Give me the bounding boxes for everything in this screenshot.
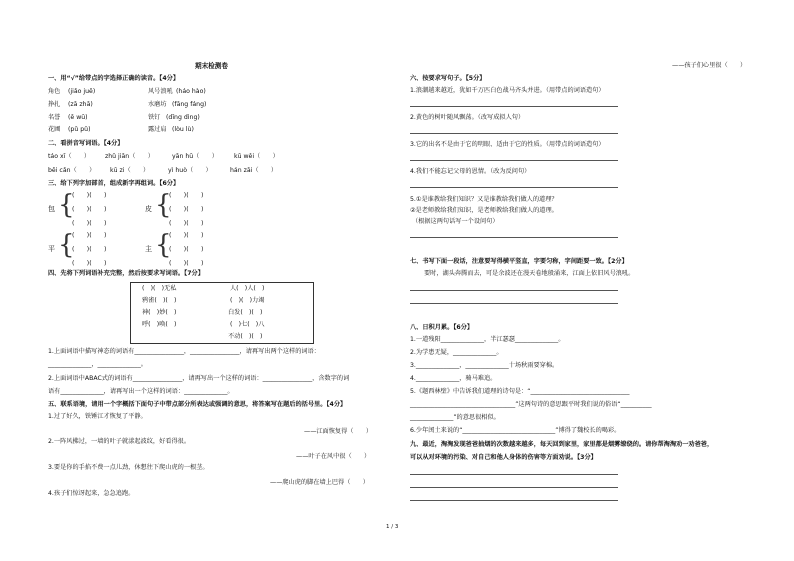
q5-answer: ——爬山虎的脚在墙上巴得（ ） [270,479,369,486]
answer-line[interactable] [410,106,618,107]
brace-icon: { [58,230,75,260]
answer-line[interactable] [410,500,618,501]
q2-item: zhǔ jiān（ ） [105,153,154,160]
q3-blank: ( )( ) [72,260,107,267]
q1-word: 角色 [48,88,61,95]
q2-item: táo xī（ ） [48,153,91,160]
q8-item: 5.《题西林壁》中告诉我们道理的诗句是：“________________________________ [410,388,630,395]
answer-line[interactable] [410,474,618,475]
q7-text: 要时，湖头奔腾而去，可是余波还在漫天卷地般涌来，江面上依旧风号浪吼。 [424,270,635,277]
q2-item: yì huò（ ） [168,167,212,174]
q1-pinyin: (zā zhā) [68,101,93,108]
q6-item: 2.黄色的树叶随风飘荡。（改写成拟人句） [410,114,525,121]
q4-box-cell: 神( )妙( ) [142,309,177,316]
q6-item: 4.我们不能忘记父母的恩情。（改为反问句） [410,168,531,175]
q3-blank: ( )( ) [72,246,107,253]
q8-item: 4.______________，骑马难追。 [410,375,497,382]
q8-heading: 八、日积月累。【6分】 [410,324,474,331]
answer-line[interactable] [410,160,618,161]
answer-line[interactable] [410,187,618,188]
answer-line[interactable] [410,290,618,291]
q1-word: 风号浪吼 [148,88,173,95]
q3-blank: ( )( ) [72,220,107,227]
q4-box-cell: ( )七( )八 [230,321,265,328]
q3-blank: ( )( ) [169,220,204,227]
q5-heading: 五、联系语境，请用一个字概括下面句子中带点部分所表达或强调的意思，将答案写在题后的括号里。【4分】 [48,401,347,408]
q4-box-cell: ( )( )无私 [142,285,177,292]
answer-line[interactable] [410,133,618,134]
q6-item5-line: ②是老师教给我们知识，是老师教给我们做人的道理。 [410,207,558,214]
q3-blank: ( )( ) [72,206,107,213]
answer-line[interactable] [410,237,618,238]
q6-item5-line: 5.①是谁教给我们知识？又是谁教给我们做人的道理？ [410,196,558,203]
q1-pinyin: (jiǎo juē) [68,88,96,95]
q1-word: 水磨坊 [148,101,167,108]
q2-heading: 二、看拼音写词语。【4分】 [48,140,124,147]
q8-item: 2.为学患无疑，______________。 [410,349,503,356]
q8-item: 1.一道残阳______________，半江瑟瑟______________。 [410,336,565,343]
q3-char: 主 [145,245,152,253]
q3-char: 包 [48,205,55,213]
q2-item: kū zi（ ） [110,167,150,174]
q3-blank: ( )( ) [72,232,107,239]
q1-pinyin: (ē wū) [68,114,88,121]
q4-box-cell: 呼( )唤( ) [142,321,177,328]
q3-blank: ( )( ) [169,192,204,199]
q1-pinyin: (fāng fáng) [172,101,207,108]
q3-blank: ( )( ) [169,246,204,253]
q4-line2b: 语有______________，请再写出一个这样的词语：______________。 [48,388,234,395]
q8-item: ______________”的意思很相似。 [410,414,500,421]
q5-item: 4.孩子们惊讶起来，急急追跑。 [48,490,135,497]
q7-heading: 七、书写下面一段话，注意要写得横平竖直，字要匀称，字间距要一致。【2分】 [410,258,628,265]
q1-pinyin: (dīng dìng) [166,114,200,121]
q4-line1b: ______________，______________。 [48,361,147,368]
q6-heading: 六、按要求写句子。【5分】 [410,75,486,82]
q6-item5-line: （根据这两句话写一个设问句） [412,218,499,225]
q4-box-cell: ( )( )力竭 [230,297,265,304]
q8-item: 6.少年闰土来说的“______________________________”博得了魏校长的喝彩。 [410,427,621,434]
right-header: ——孩子们心里很（ ） [672,62,747,69]
brace-icon: { [58,190,75,220]
q5-item: 3.要是你的手掐不费一点儿劲，休想往下爬山虎的一根茎。 [48,464,209,471]
q5-answer: ——江面恢复得（ ） [304,428,373,435]
page-title: 期末检测卷 [195,62,228,70]
page-number: 1 / 3 [386,524,399,530]
q3-char: 皮 [145,205,152,213]
q1-pinyin: (lòu lù) [172,126,194,133]
q4-line1: 1.上面词语中描写神态的词语有________________，________________，请再写出两个这样的词语： [48,348,320,355]
q1-heading: 一、用“√”给带点的字选择正确的读音。【4分】 [48,75,180,82]
brace-icon: { [155,230,172,260]
answer-line[interactable] [410,487,618,488]
q8-item: __________________________________”这两句诗的意思跟平时我们说的俗语“__________ [410,401,652,408]
q6-item: 1.浪潮越来越近，犹如千万匹白色战马齐头并进。（用带点的词语造句） [410,87,605,94]
q4-heading: 四、先将下列词语补充完整，然后按要求写词语。【7分】 [48,270,204,277]
q2-item: bēi cǎn（ ） [48,167,96,174]
q1-word: 花圃 [48,126,61,133]
q5-item: 1.过了好久，铁锤江才恢复了平静。 [48,413,147,420]
q1-word: 名誉 [48,114,61,121]
q2-item: hán zāi（ ） [230,167,278,174]
q6-item: 3.它的出名不是由于它的明眼、适由于它的性质。（用带点的词语造句） [410,141,605,148]
q8-item: 3.______________，______________十场秋雨要穿棉。 [410,362,559,369]
q4-line2: 2.上面词语中ABAC式的词语有________________，请再写出一个这样的词语：________________，含数字的词 [48,375,350,382]
q5-answer: ——叶子在风中很（ ） [296,453,371,460]
brace-icon: { [155,190,172,220]
q4-box-cell: 不动( )( ) [228,333,263,340]
q1-word: 铁钉 [148,114,161,121]
q3-blank: ( )( ) [169,206,204,213]
q3-blank: ( )( ) [169,260,204,267]
q1-pinyin: (háo hào) [176,88,206,95]
q3-char: 平 [48,245,55,253]
q2-item: kū wěi（ ） [234,153,279,160]
q4-box-cell: 鸦雀( )( ) [142,297,177,304]
q1-word: 挣扎 [48,101,61,108]
q9-heading: 可以从对环境的污染、对自己和他人身体的伤害等方面劝说。【3分】 [410,454,597,461]
q3-blank: ( )( ) [169,232,204,239]
q1-word: 露过肩 [148,126,167,133]
q1-pinyin: (pǔ pǔ) [68,126,91,133]
answer-line[interactable] [410,303,618,304]
q2-item: yān hū（ ） [172,153,218,160]
q4-box-cell: 白发( )( ) [228,309,263,316]
q9-heading: 九、最近，淘淘发现爸爸抽烟的次数越来越多，每天回到家里，家里都是烟雾缭绕的。请你帮淘淘劝一劝爸爸， [410,441,714,448]
q5-item: 2.一阵风拂过，一墙的叶子就漾起波纹，好看得很。 [48,438,191,445]
q3-blank: ( )( ) [72,192,107,199]
q4-box-cell: 人( )人( ) [230,285,265,292]
q3-heading: 三、给下列字加部首，组成新字再组词。【6分】 [48,180,180,187]
